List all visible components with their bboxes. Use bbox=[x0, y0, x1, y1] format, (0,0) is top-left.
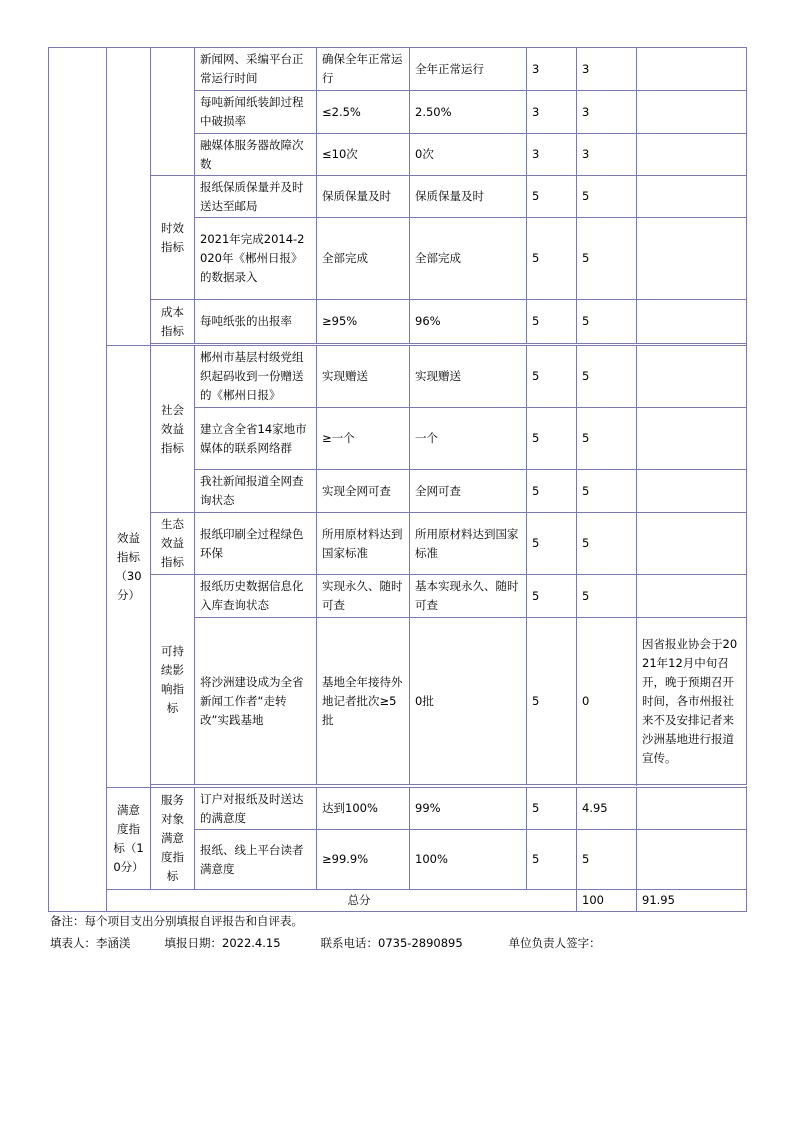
actual-cell: 基本实现永久、随时可查 bbox=[410, 575, 527, 618]
indicator-cell: 2021年完成2014-2020年《郴州日报》的数据录入 bbox=[195, 218, 317, 300]
indicator-cell: 新闻网、采编平台正常运行时间 bbox=[195, 48, 317, 91]
indicator-cell: 订户对报纸及时送达的满意度 bbox=[195, 788, 317, 830]
actual-cell: 一个 bbox=[410, 408, 527, 470]
indicator-cell: 报纸保质保量并及时送达至邮局 bbox=[195, 176, 317, 218]
target-cell: 保质保量及时 bbox=[317, 176, 410, 218]
score-cell: 4.95 bbox=[577, 788, 637, 830]
target-cell: 实现赠送 bbox=[317, 346, 410, 408]
sustainable-group-label: 可持续影响指标 bbox=[151, 575, 195, 785]
remark-cell bbox=[637, 788, 747, 830]
date-label: 填报日期： bbox=[164, 936, 222, 950]
actual-cell: 全部完成 bbox=[410, 218, 527, 300]
actual-cell: 100% bbox=[410, 830, 527, 890]
actual-cell: 全年正常运行 bbox=[410, 48, 527, 91]
actual-cell: 99% bbox=[410, 788, 527, 830]
target-cell: 所用原材料达到国家标准 bbox=[317, 513, 410, 575]
remark-cell bbox=[637, 346, 747, 408]
weight-cell: 3 bbox=[527, 91, 577, 134]
weight-cell: 5 bbox=[527, 788, 577, 830]
remark-cell bbox=[637, 575, 747, 618]
indicator-cell: 将沙洲建设成为全省新闻工作者“走转改”实践基地 bbox=[195, 618, 317, 785]
weight-cell: 5 bbox=[527, 830, 577, 890]
remark-cell bbox=[637, 513, 747, 575]
weight-cell: 5 bbox=[527, 218, 577, 300]
target-cell: 达到100% bbox=[317, 788, 410, 830]
actual-cell: 所用原材料达到国家标准 bbox=[410, 513, 527, 575]
service-target-group-label: 服务对象满意度指标 bbox=[151, 788, 195, 890]
weight-cell: 3 bbox=[527, 48, 577, 91]
target-cell: 确保全年正常运行 bbox=[317, 48, 410, 91]
phone-value: 0735-2890895 bbox=[378, 936, 463, 950]
score-cell: 5 bbox=[577, 575, 637, 618]
filler-label: 填表人： bbox=[50, 936, 96, 950]
total-weight: 100 bbox=[577, 890, 637, 912]
indicator-cell: 建立含全省14家地市媒体的联系网络群 bbox=[195, 408, 317, 470]
target-cell: ≥99.9% bbox=[317, 830, 410, 890]
actual-cell: 保质保量及时 bbox=[410, 176, 527, 218]
cost-group-label: 成本指标 bbox=[151, 300, 195, 344]
target-cell: 基地全年接待外地记者批次≥5批 bbox=[317, 618, 410, 785]
table-row bbox=[49, 176, 747, 218]
remark-cell bbox=[637, 218, 747, 300]
signature-label: 单位负责人签字： bbox=[508, 936, 601, 950]
timeliness-group-label: 时效指标 bbox=[151, 176, 195, 300]
score-cell: 3 bbox=[577, 48, 637, 91]
indicator-cell: 融媒体服务器故障次数 bbox=[195, 134, 317, 176]
satisfaction-group-label: 满意度指标（10分） bbox=[107, 788, 151, 890]
weight-cell: 5 bbox=[527, 618, 577, 785]
remark-cell: 因省报业协会于2021年12月中旬召开，晚于预期召开时间，各市州报社来不及安排记者来沙洲基地进行报道宣传。 bbox=[637, 618, 747, 785]
table-row bbox=[49, 346, 747, 408]
score-cell: 5 bbox=[577, 470, 637, 513]
actual-cell: 2.50% bbox=[410, 91, 527, 134]
phone-label: 联系电话： bbox=[320, 936, 379, 950]
score-cell: 3 bbox=[577, 134, 637, 176]
ecological-group-label: 生态效益指标 bbox=[151, 513, 195, 575]
table-row bbox=[49, 575, 747, 618]
remark-cell bbox=[637, 48, 747, 91]
score-cell: 5 bbox=[577, 513, 637, 575]
remark-cell bbox=[637, 300, 747, 344]
indicator-cell: 每吨新闻纸装卸过程中破损率 bbox=[195, 91, 317, 134]
actual-cell: 96% bbox=[410, 300, 527, 344]
indicator-cell: 我社新闻报道全网查询状态 bbox=[195, 470, 317, 513]
weight-cell: 5 bbox=[527, 513, 577, 575]
score-cell: 0 bbox=[577, 618, 637, 785]
total-row bbox=[49, 890, 747, 912]
indicator-cell: 每吨纸张的出报率 bbox=[195, 300, 317, 344]
table-row bbox=[49, 300, 747, 344]
remark-cell bbox=[637, 470, 747, 513]
remark-cell bbox=[637, 91, 747, 134]
score-cell: 5 bbox=[577, 830, 637, 890]
blank-first-column-cell bbox=[49, 48, 107, 912]
actual-cell: 0批 bbox=[410, 618, 527, 785]
benefit-group-label: 效益指标（30分） bbox=[107, 346, 151, 788]
date-value: 2022.4.15 bbox=[222, 936, 281, 950]
score-cell: 5 bbox=[577, 300, 637, 344]
actual-cell: 0次 bbox=[410, 134, 527, 176]
remark-cell bbox=[637, 408, 747, 470]
indicator-cell: 报纸历史数据信息化入库查询状态 bbox=[195, 575, 317, 618]
score-cell: 5 bbox=[577, 218, 637, 300]
score-cell: 5 bbox=[577, 346, 637, 408]
remark-cell bbox=[637, 134, 747, 176]
target-cell: 实现永久、随时可查 bbox=[317, 575, 410, 618]
target-cell: ≥一个 bbox=[317, 408, 410, 470]
total-score: 91.95 bbox=[637, 890, 747, 912]
footnote: 备注：每个项目支出分别填报自评报告和自评表。 bbox=[50, 914, 303, 928]
target-cell: 全部完成 bbox=[317, 218, 410, 300]
weight-cell: 5 bbox=[527, 300, 577, 344]
table-row bbox=[49, 513, 747, 575]
indicator-cell: 报纸印刷全过程绿色环保 bbox=[195, 513, 317, 575]
remark-cell bbox=[637, 176, 747, 218]
target-cell: ≤10次 bbox=[317, 134, 410, 176]
actual-cell: 实现赠送 bbox=[410, 346, 527, 408]
weight-cell: 5 bbox=[527, 408, 577, 470]
target-cell: ≥95% bbox=[317, 300, 410, 344]
social-group-label: 社会效益指标 bbox=[151, 346, 195, 513]
score-cell: 5 bbox=[577, 408, 637, 470]
target-cell: 实现全网可查 bbox=[317, 470, 410, 513]
table-row bbox=[49, 788, 747, 830]
actual-cell: 全网可查 bbox=[410, 470, 527, 513]
score-cell: 3 bbox=[577, 91, 637, 134]
weight-cell: 5 bbox=[527, 176, 577, 218]
weight-cell: 3 bbox=[527, 134, 577, 176]
indicator-cell: 郴州市基层村级党组织起码收到一份赠送的《郴州日报》 bbox=[195, 346, 317, 408]
quality-indicator-blank-cell bbox=[151, 48, 195, 176]
remark-cell bbox=[637, 830, 747, 890]
output-indicator-blank-cell bbox=[107, 48, 151, 346]
indicator-cell: 报纸、线上平台读者满意度 bbox=[195, 830, 317, 890]
target-cell: ≤2.5% bbox=[317, 91, 410, 134]
table-row bbox=[49, 48, 747, 91]
signature-line bbox=[50, 935, 601, 951]
total-label: 总分 bbox=[107, 890, 577, 912]
weight-cell: 5 bbox=[527, 346, 577, 408]
filler-name: 李涵渼 bbox=[96, 936, 131, 950]
performance-table bbox=[48, 47, 747, 912]
weight-cell: 5 bbox=[527, 470, 577, 513]
weight-cell: 5 bbox=[527, 575, 577, 618]
score-cell: 5 bbox=[577, 176, 637, 218]
